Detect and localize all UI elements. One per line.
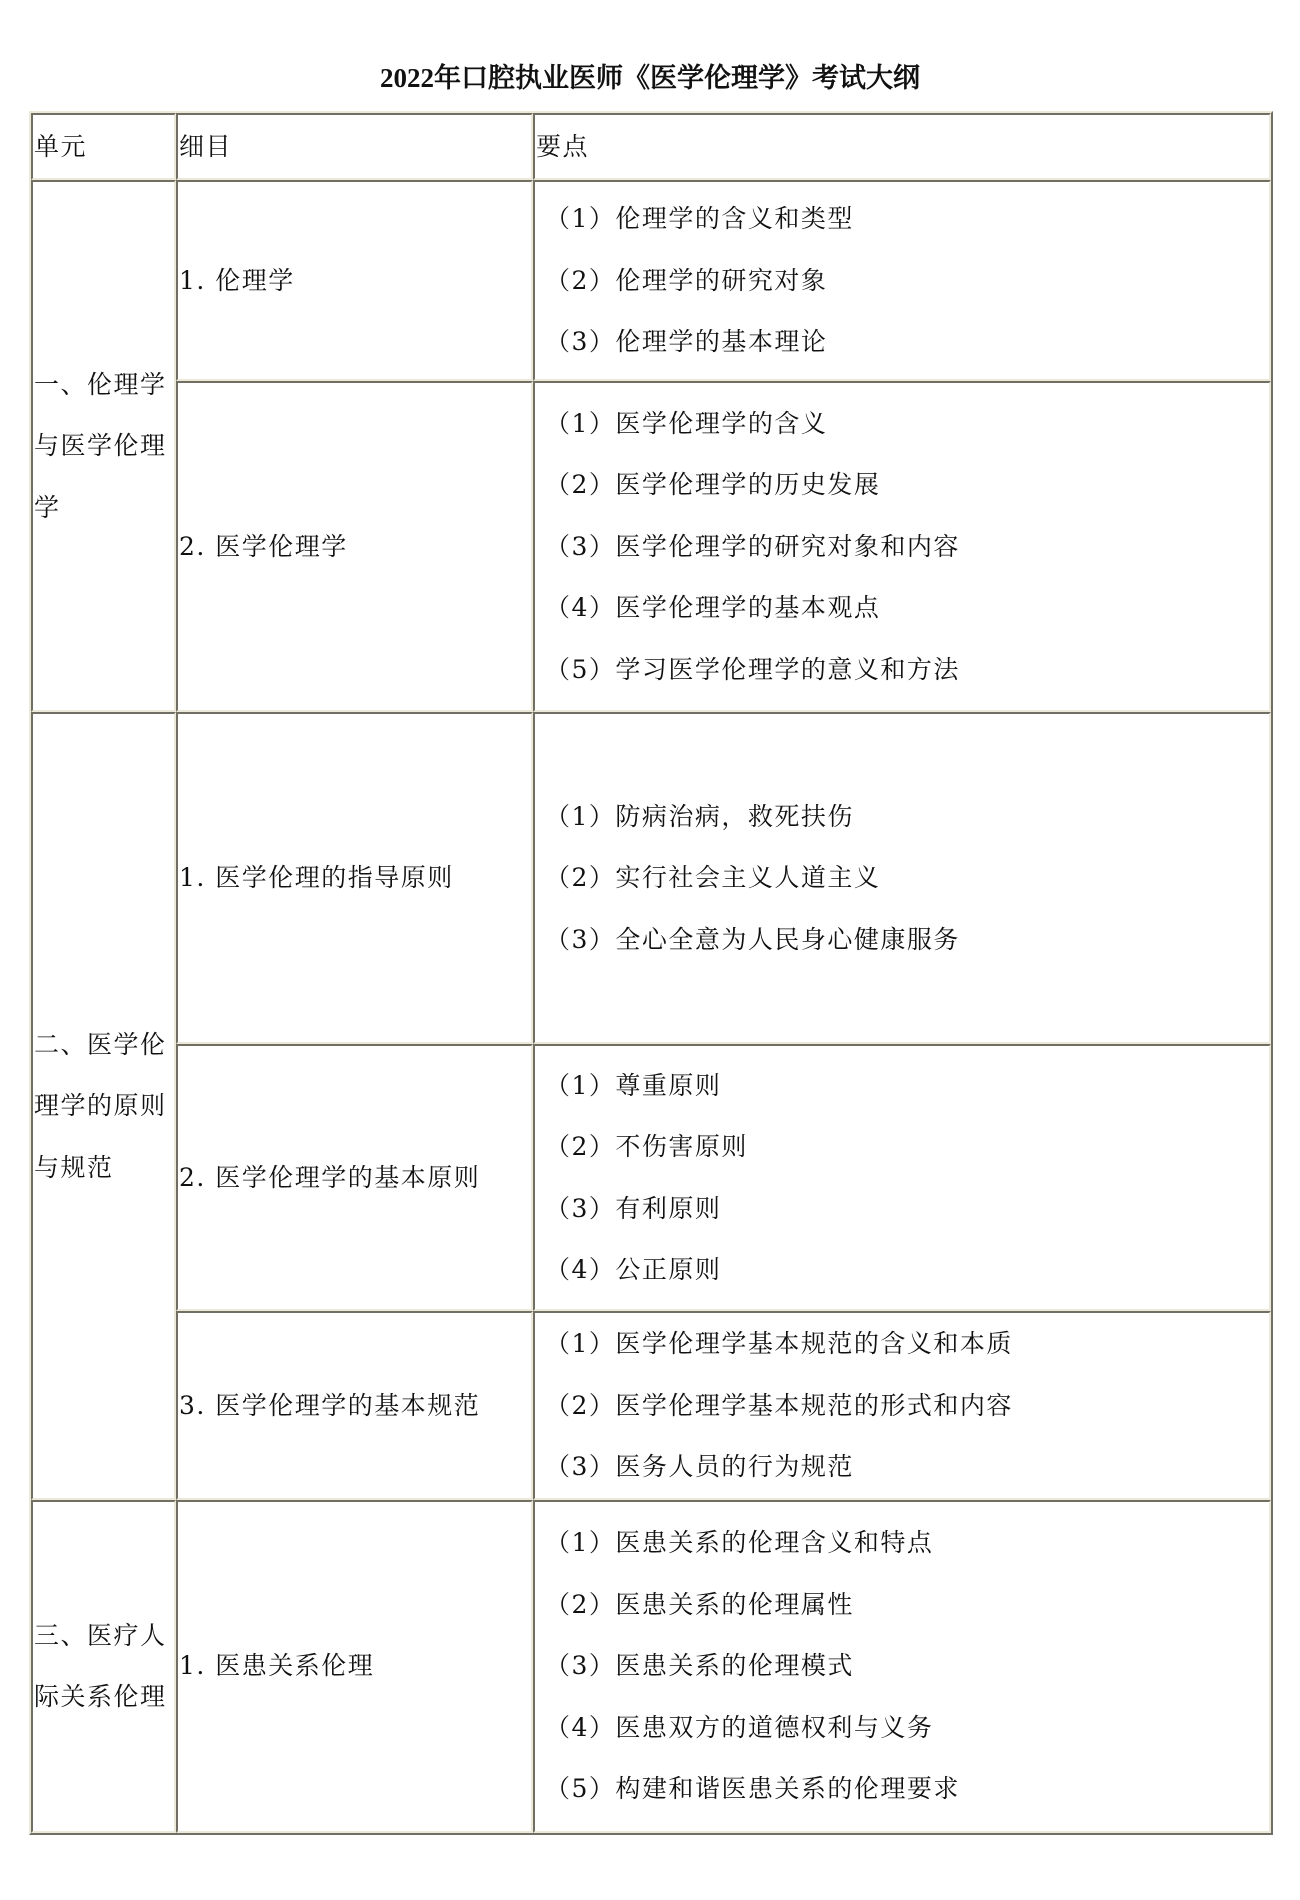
point-item: （1）尊重原则 [545, 1070, 722, 1100]
table-row [31, 1311, 1271, 1500]
points-cell [533, 1044, 1271, 1311]
point-item: （2）不伤害原则 [545, 1132, 748, 1161]
detail-cell [176, 381, 533, 712]
point-item: （3）医患关系的伦理模式 [545, 1651, 854, 1681]
point-item: （3）有利原则 [545, 1193, 722, 1223]
point-item: （1）医学伦理学的含义 [545, 408, 828, 438]
point-item: （4）公正原则 [545, 1255, 722, 1284]
point-item: （1）防病治病，救死扶伤 [545, 801, 854, 831]
header-unit-label: 单元 [34, 131, 88, 161]
header-points-label: 要点 [536, 131, 590, 161]
point-item: （3）医务人员的行为规范 [545, 1452, 854, 1481]
table-row [31, 381, 1271, 712]
detail-label: 3. 医学伦理学的基本规范 [179, 1390, 481, 1420]
table-row [31, 1044, 1271, 1311]
unit-cell [31, 180, 176, 712]
point-item: （2）伦理学的研究对象 [545, 265, 828, 295]
header-unit [31, 113, 176, 180]
header-detail-label: 细目 [179, 131, 233, 161]
point-item: （2）实行社会主义人道主义 [545, 863, 881, 893]
detail-cell [176, 1044, 533, 1311]
point-item: （2）医学伦理学的历史发展 [545, 470, 881, 500]
point-item: （4）医患双方的道德权利与义务 [545, 1712, 934, 1742]
unit-cell [31, 712, 176, 1500]
point-item: （3）伦理学的基本理论 [545, 327, 828, 357]
unit-label: 三、医疗人际关系伦理 [34, 1620, 167, 1711]
point-item: （1）医患关系的伦理含义和特点 [545, 1528, 934, 1558]
page-title: 2022年口腔执业医师《医学伦理学》考试大纲 [380, 63, 920, 93]
unit-cell [31, 1500, 176, 1833]
header-points [533, 113, 1271, 180]
points-cell [533, 1500, 1271, 1833]
syllabus-table [29, 111, 1273, 1835]
point-item: （5）学习医学伦理学的意义和方法 [545, 654, 960, 684]
point-item: （5）构建和谐医患关系的伦理要求 [545, 1774, 960, 1804]
detail-label: 1. 医学伦理的指导原则 [179, 863, 454, 893]
point-item: （2）医学伦理学基本规范的形式和内容 [545, 1390, 1013, 1420]
point-item: （1）医学伦理学基本规范的含义和本质 [545, 1329, 1013, 1358]
detail-label: 2. 医学伦理学 [179, 531, 348, 561]
header-detail [176, 113, 533, 180]
unit-label: 二、医学伦理学的原则与规范 [34, 1029, 167, 1182]
table-row [31, 180, 1271, 381]
detail-label: 1. 伦理学 [179, 265, 295, 295]
points-cell [533, 712, 1271, 1044]
detail-label: 2. 医学伦理学的基本原则 [179, 1162, 481, 1192]
table-header-row [31, 113, 1271, 180]
points-cell [533, 381, 1271, 712]
detail-cell [176, 1500, 533, 1833]
point-item: （3）全心全意为人民身心健康服务 [545, 924, 960, 954]
point-item: （3）医学伦理学的研究对象和内容 [545, 531, 960, 561]
point-item: （4）医学伦理学的基本观点 [545, 593, 881, 623]
detail-cell [176, 712, 533, 1044]
unit-label: 一、伦理学与医学伦理学 [34, 369, 167, 522]
points-cell [533, 1311, 1271, 1500]
table-row [31, 1500, 1271, 1833]
table-row [31, 712, 1271, 1044]
detail-label: 1. 医患关系伦理 [179, 1651, 375, 1681]
point-item: （1）伦理学的含义和类型 [545, 204, 854, 234]
point-item: （2）医患关系的伦理属性 [545, 1589, 854, 1619]
detail-cell [176, 1311, 533, 1500]
detail-cell [176, 180, 533, 381]
points-cell [533, 180, 1271, 381]
